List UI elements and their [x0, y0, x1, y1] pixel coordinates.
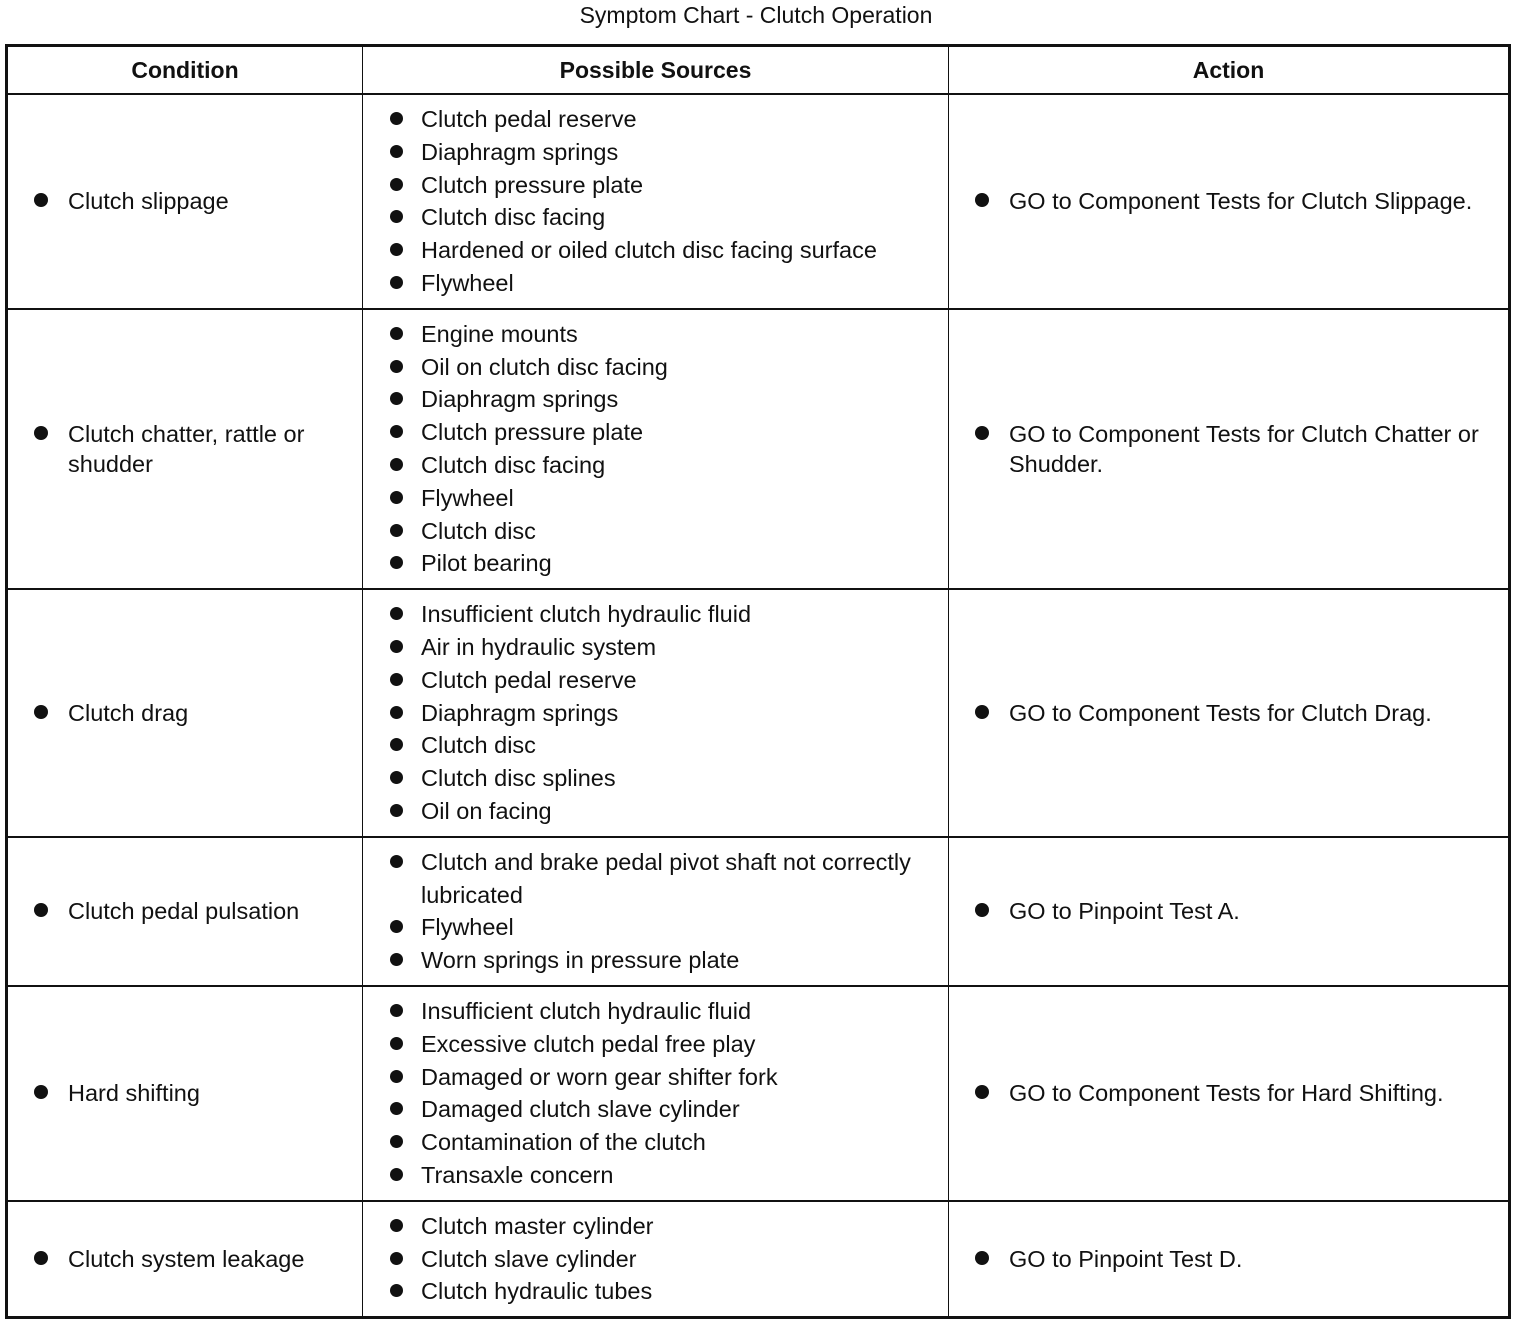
source-text: Engine mounts [421, 320, 578, 347]
source-text: Insufficient clutch hydraulic fluid [421, 601, 752, 628]
list-item [363, 598, 948, 631]
bullet-icon [390, 491, 403, 504]
list-item [363, 697, 948, 730]
list-item [363, 911, 948, 944]
source-text: Clutch hydraulic tubes [421, 1278, 653, 1305]
list-item [363, 1126, 948, 1159]
bullet-icon [390, 392, 403, 405]
list-item [949, 1244, 1508, 1274]
bullet-icon [390, 855, 403, 868]
source-text: Clutch pedal reserve [421, 106, 637, 132]
bullet-icon [390, 1284, 403, 1297]
source-text: Clutch pedal reserve [421, 666, 637, 693]
condition-cell [7, 94, 363, 309]
condition-cell [7, 589, 363, 837]
source-text: Damaged or worn gear shifter fork [421, 1063, 778, 1090]
source-text: Clutch disc [421, 517, 536, 544]
bullet-icon [390, 178, 403, 191]
source-text: Excessive clutch pedal free play [421, 1030, 756, 1057]
action-cell-text: GO to Component Tests for Clutch Drag. [1009, 699, 1432, 726]
action-cell [949, 986, 1510, 1201]
bullet-icon [34, 705, 48, 719]
bullet-icon [390, 1168, 403, 1181]
list-item [363, 318, 948, 351]
condition-cell-text: Clutch slippage [68, 188, 229, 215]
list-item [363, 846, 948, 912]
bullet-icon [390, 556, 403, 569]
bullet-icon [34, 1251, 48, 1265]
bullet-icon [975, 705, 989, 719]
table-row [7, 309, 1510, 589]
source-text: Flywheel [421, 269, 514, 296]
list-item [8, 186, 362, 216]
action-cell-text: GO to Pinpoint Test A. [1009, 898, 1240, 925]
header-action: Action [949, 46, 1510, 95]
bullet-icon [390, 1102, 403, 1115]
list-item [363, 234, 948, 267]
bullet-icon [390, 243, 403, 256]
bullet-icon [390, 1219, 403, 1232]
bullet-icon [975, 426, 989, 440]
list-item [363, 631, 948, 664]
bullet-icon [34, 1085, 48, 1099]
bullet-icon [390, 1004, 403, 1017]
list-item [949, 896, 1508, 926]
list-item [363, 383, 948, 416]
action-cell [949, 309, 1510, 589]
source-text: Oil on facing [421, 797, 552, 824]
list-item [363, 1275, 948, 1308]
source-text: Clutch disc splines [421, 765, 616, 792]
condition-cell-text: Clutch pedal pulsation [68, 898, 300, 925]
sources-cell [363, 94, 949, 309]
source-text: Clutch slave cylinder [421, 1245, 637, 1272]
source-text: Flywheel [421, 914, 514, 941]
list-item [363, 169, 948, 202]
list-item [363, 944, 948, 977]
source-text: Contamination of the clutch [421, 1129, 706, 1156]
source-text: Clutch and brake pedal pivot shaft not correctly lubricated [421, 848, 911, 908]
action-cell-text: GO to Component Tests for Clutch Chatter or Shudder. [1009, 420, 1479, 477]
source-text: Insufficient clutch hydraulic fluid [421, 997, 752, 1024]
source-text: Flywheel [421, 484, 514, 511]
list-item [363, 1159, 948, 1192]
header-condition: Condition [7, 46, 363, 95]
list-item [363, 416, 948, 449]
bullet-icon [34, 193, 48, 207]
source-text: Transaxle concern [421, 1161, 614, 1188]
list-item [949, 698, 1508, 728]
bullet-icon [390, 607, 403, 620]
list-item [363, 1093, 948, 1126]
source-text: Air in hydraulic system [421, 633, 657, 660]
table-row [7, 986, 1510, 1201]
source-text: Diaphragm springs [421, 138, 619, 165]
table-body [7, 94, 1510, 1318]
source-text: Clutch pressure plate [421, 419, 644, 446]
condition-cell-text: Clutch drag [68, 699, 189, 726]
condition-cell [7, 986, 363, 1201]
list-item [363, 449, 948, 482]
source-text: Pilot bearing [421, 550, 552, 577]
bullet-icon [34, 426, 48, 440]
action-cell [949, 837, 1510, 986]
list-item [363, 1028, 948, 1061]
list-item [363, 351, 948, 384]
bullet-icon [34, 903, 48, 917]
bullet-icon [390, 145, 403, 158]
action-cell-text: GO to Pinpoint Test D. [1009, 1245, 1243, 1272]
source-text: Oil on clutch disc facing [421, 353, 668, 380]
list-item [363, 482, 948, 515]
source-text: Damaged clutch slave cylinder [421, 1096, 740, 1123]
source-text: Hardened or oiled clutch disc facing surface [421, 237, 877, 264]
list-item [8, 896, 362, 926]
list-item [363, 995, 948, 1028]
bullet-icon [975, 1085, 989, 1099]
condition-cell-text: Clutch system leakage [68, 1245, 305, 1272]
bullet-icon [390, 425, 403, 438]
list-item [8, 698, 362, 728]
list-item [363, 1243, 948, 1276]
list-item [363, 103, 948, 136]
header-possible-sources: Possible Sources [363, 46, 949, 95]
bullet-icon [390, 673, 403, 686]
bullet-icon [975, 193, 989, 207]
bullet-icon [390, 210, 403, 223]
bullet-icon [390, 771, 403, 784]
list-item [363, 795, 948, 828]
action-cell [949, 1201, 1510, 1318]
bullet-icon [390, 640, 403, 653]
source-text: Diaphragm springs [421, 699, 619, 726]
table-row [7, 1201, 1510, 1318]
action-cell-text: GO to Component Tests for Hard Shifting. [1009, 1080, 1444, 1107]
source-text: Clutch master cylinder [421, 1212, 654, 1239]
list-item [363, 136, 948, 169]
condition-cell-text: Hard shifting [68, 1080, 200, 1107]
list-item [363, 664, 948, 697]
bullet-icon [390, 458, 403, 471]
table-row [7, 94, 1510, 309]
source-text: Clutch disc [421, 732, 536, 759]
list-item [949, 1078, 1508, 1108]
header-row [7, 46, 1510, 95]
table-row [7, 837, 1510, 986]
sources-cell [363, 309, 949, 589]
bullet-icon [390, 1135, 403, 1148]
bullet-icon [975, 1251, 989, 1265]
list-item [363, 515, 948, 548]
bullet-icon [390, 524, 403, 537]
bullet-icon [390, 706, 403, 719]
source-text: Clutch disc facing [421, 204, 606, 231]
bullet-icon [390, 276, 403, 289]
action-cell-text: GO to Component Tests for Clutch Slippage. [1009, 188, 1473, 215]
list-item [949, 186, 1508, 216]
list-item [363, 547, 948, 580]
table-row [7, 589, 1510, 837]
bullet-icon [390, 804, 403, 817]
source-text: Diaphragm springs [421, 386, 619, 413]
bullet-icon [390, 360, 403, 373]
action-cell [949, 94, 1510, 309]
condition-cell-text: Clutch chatter, rattle or shudder [68, 420, 305, 477]
source-text: Clutch disc facing [421, 451, 606, 478]
sources-cell [363, 589, 949, 837]
chart-title: Symptom Chart - Clutch Operation [579, 2, 933, 28]
symptom-table [5, 44, 1511, 1319]
bullet-icon [390, 1070, 403, 1083]
condition-cell [7, 309, 363, 589]
action-cell [949, 589, 1510, 837]
sources-cell [363, 837, 949, 986]
bullet-icon [390, 1037, 403, 1050]
bullet-icon [390, 920, 403, 933]
list-item [363, 762, 948, 795]
bullet-icon [390, 327, 403, 340]
bullet-icon [390, 112, 403, 125]
bullet-icon [390, 738, 403, 751]
condition-cell [7, 1201, 363, 1318]
sources-cell [363, 986, 949, 1201]
source-text: Worn springs in pressure plate [421, 947, 740, 974]
list-item [949, 419, 1508, 479]
list-item [363, 1061, 948, 1094]
sources-cell [363, 1201, 949, 1318]
list-item [8, 419, 362, 479]
list-item [363, 729, 948, 762]
bullet-icon [390, 953, 403, 966]
list-item [363, 201, 948, 234]
bullet-icon [390, 1252, 403, 1265]
bullet-icon [975, 903, 989, 917]
list-item [8, 1078, 362, 1108]
condition-cell [7, 837, 363, 986]
list-item [8, 1244, 362, 1274]
list-item [363, 1210, 948, 1243]
source-text: Clutch pressure plate [421, 171, 644, 198]
list-item [363, 267, 948, 300]
